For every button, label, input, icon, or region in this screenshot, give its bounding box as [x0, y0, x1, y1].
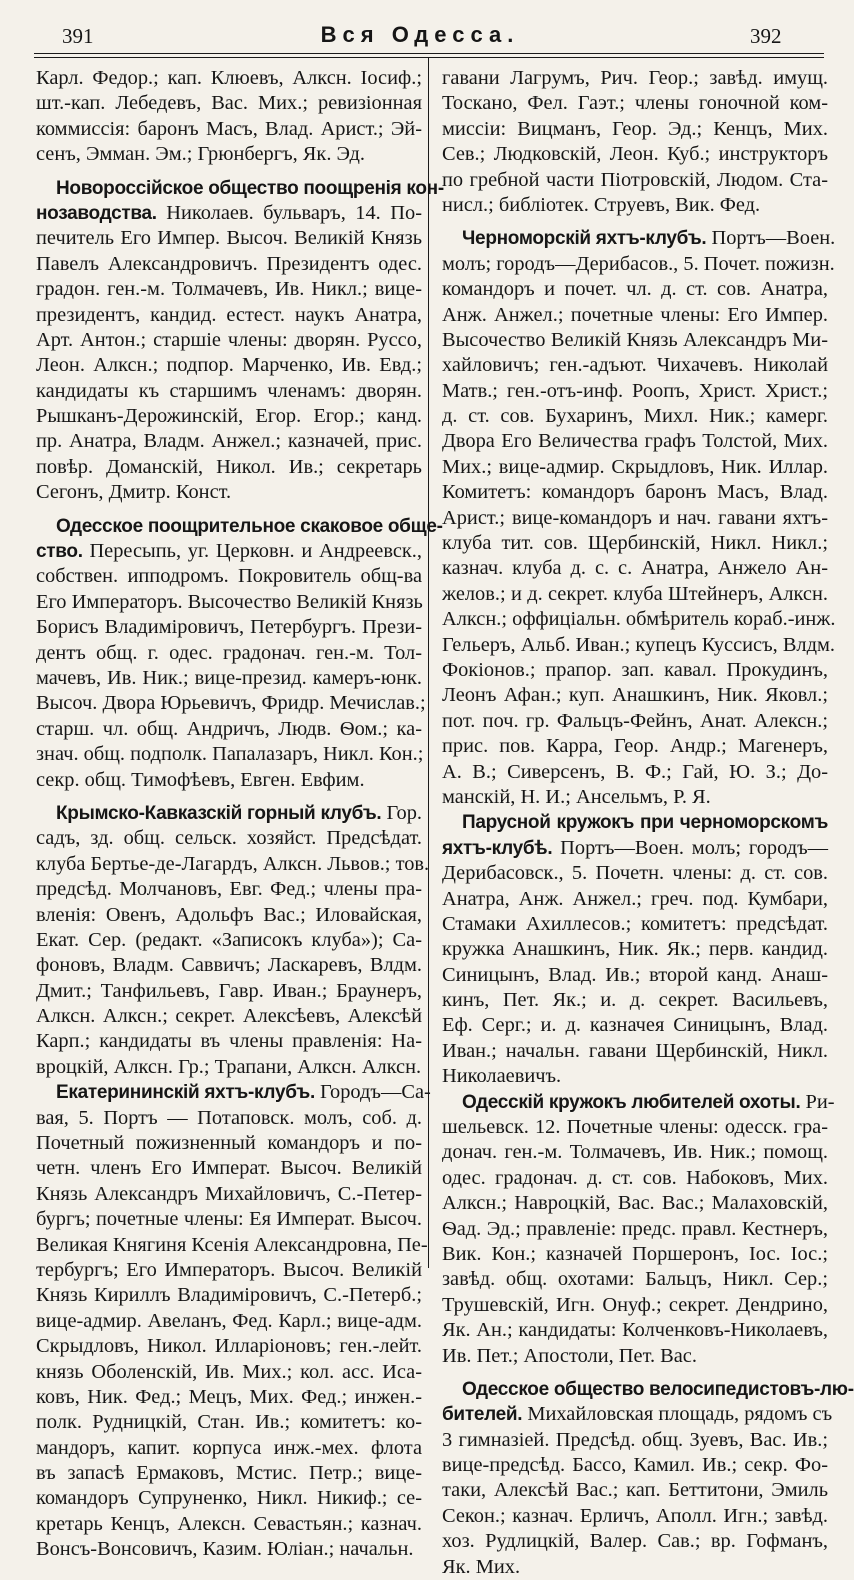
entry-text: Городъ—Са- [314, 1081, 431, 1104]
entry-text: прис. пов. Карра, Геор. Андр.; Магенеръ, [442, 735, 828, 758]
entry-text: казнач. клуба д. с. с. Анатра, Анжело Ан- [442, 557, 828, 580]
entry-text: Вик. Кон.; казначей Поршеронъ, Iос. Iос.; [442, 1242, 828, 1265]
text-line [36, 768, 422, 793]
text-line [442, 1318, 828, 1343]
entry-text: шельевск. 12. Почетные члены: одесск. гра- [442, 1116, 828, 1139]
text-line [442, 810, 828, 835]
text-line [36, 1283, 422, 1308]
text-line [36, 1029, 422, 1054]
entry-text: Тоскано, Фел. Гаэт.; члены гоночной ком- [442, 92, 828, 115]
entry-text: Ив. Пет.; Апостоли, Пет. Вас. [442, 1344, 697, 1367]
paragraph-gap [442, 1369, 828, 1377]
entry-text: печитель Его Импер. Высоч. Великiй Князь [36, 227, 422, 250]
entry-text: Борисъ Владимiровичъ, Петербургъ. Прези- [36, 616, 422, 639]
entry-text: Рышканъ-Дерожинскiй, Егор. Егор.; канд. [36, 405, 422, 428]
text-line [442, 1090, 835, 1115]
entry-text: Синицынъ, Влад. Ив.; второй канд. Анаш- [442, 963, 828, 986]
text-line [442, 303, 828, 328]
entry-text: Секон.; казнач. Ерличъ, Аполл. Игн.; завѣд. [442, 1504, 828, 1527]
text-line [36, 303, 422, 328]
entry-text: Высоч. Двора Юрьевичъ, Фридр. Мечислав.; [36, 692, 426, 715]
entry-text: ковъ, Ник. Фед.; Мецъ, Мих. Фед.; инжен.- [36, 1385, 422, 1408]
entry-text: въ запасѣ Ермаковъ, Мстис. Петр.; вице- [36, 1462, 422, 1485]
text-line [442, 531, 828, 556]
entry-text: сенъ, Эмман. Эм.; Грюнбергъ, Як. Эд. [36, 143, 365, 166]
running-title: Вся Одесса. [320, 22, 520, 47]
text-line [442, 1064, 828, 1089]
text-line [36, 1486, 422, 1511]
entry-text: Леонъ Афан.; куп. Анашкинъ, Ник. Яковл.; [442, 684, 828, 707]
entry-text: кружка Анашкинъ, Ник. Як.; перв. кандид. [442, 938, 828, 961]
entry-text: Иван.; начальн. гавани Щербинскiй, Никл. [442, 1039, 828, 1062]
paragraph-gap [36, 168, 422, 176]
entry-text: Матв.; ген.-отъ-инф. Роопъ, Христ. Христ.; [442, 379, 828, 402]
text-line [442, 734, 828, 759]
entry-text: пр. Анатра, Владм. Анжел.; казначей, прис. [36, 430, 422, 453]
header-rule-top [34, 53, 824, 54]
text-line [36, 1360, 422, 1385]
entry-text: гавани Лагрумъ, Рич. Геор.; завѣд. имущ. [442, 67, 828, 89]
entry-text: Як. Ан.; кандидаты: Колченковъ-Николаевъ, [442, 1319, 828, 1342]
entry-text: Портъ—Воен. [706, 227, 836, 250]
text-line [36, 1258, 422, 1283]
text-line [442, 658, 828, 683]
entry-text: Арт. Антон.; старшiе члены: дворян. Руссо, [36, 328, 422, 351]
entry-text: секр. общ. Тимофѣевъ, Евген. Евфим. [36, 768, 365, 791]
entry-text: нисл.; библiотек. Струевъ, Вик. Фед. [442, 193, 761, 216]
text-line [442, 760, 828, 785]
entry-text: Стамаки Ахиллесов.; комитетъ: предсѣдат. [442, 912, 828, 935]
text-line [36, 641, 422, 666]
entry-text: кандидаты къ старшимъ членамъ: дворян. [36, 379, 422, 402]
text-line [442, 1478, 828, 1503]
entry-text: вленiя: Овенъ, Адольфъ Вас.; Иловайская, [36, 903, 422, 926]
text-line [442, 429, 828, 454]
text-line [442, 1428, 828, 1453]
text-line [442, 1039, 828, 1064]
entry-text: президентъ, кандид. естест. наукъ Анатра, [36, 303, 422, 326]
text-line [36, 742, 422, 767]
entry-text: Алксн.; Навроцкiй, Вас. Вас.; Малаховскiй, [442, 1192, 828, 1215]
entry-text: Дмит.; Танфильевъ, Гавр. Иван.; Браунеръ, [36, 979, 422, 1002]
text-line [442, 277, 828, 302]
page-number-left: 391 [62, 24, 94, 48]
entry-text: градон. ген.-м. Толмачевъ, Ив. Никл.; вице- [36, 278, 422, 301]
entry-text: клуба тит. сов. Щербинскiй, Никл. Никл.; [442, 532, 828, 555]
text-line [442, 506, 828, 531]
text-line [442, 1013, 828, 1038]
text-line [442, 193, 828, 218]
text-line [36, 953, 422, 978]
text-line [36, 979, 422, 1004]
entry-heading: Одесскiй кружокъ любителей охоты. [462, 1091, 801, 1113]
entry-text: Пересыпь, уг. Церковн. и Андреевск., [82, 540, 422, 563]
text-line [36, 801, 422, 826]
entry-text: Великая Княгиня Ксенiя Александровна, Пе- [36, 1233, 428, 1256]
text-line [36, 66, 422, 91]
text-line [36, 404, 422, 429]
text-line [36, 1537, 422, 1562]
text-line [36, 142, 422, 167]
entry-text: вая, 5. Портъ — Потаповск. молъ, соб. д. [36, 1106, 422, 1129]
entry-text: Князь Кириллъ Владимiровичъ, С.-Петерб.; [36, 1284, 422, 1307]
entry-text: вице-предсѣд. Бассо, Камил. Ив.; секр. Фо- [442, 1454, 828, 1477]
text-line [36, 226, 422, 251]
text-line [442, 1504, 828, 1529]
page-number-right: 392 [750, 24, 782, 48]
text-line [36, 1436, 422, 1461]
entry-text: Князь Александръ Михайловичъ, С.-Петер- [36, 1182, 422, 1205]
entry-text: Арист.; вице-командоръ и нач. гавани яхтъ- [442, 506, 828, 529]
entry-heading: Новороссiйское общество поощренiя кон- [56, 177, 444, 199]
text-line [442, 1115, 828, 1140]
entry-text: Карп.; кандидаты въ члены правленiя: На- [36, 1030, 422, 1053]
entry-text: полк. Рудницкiй, Стан. Ив.; комитетъ: ко- [36, 1411, 422, 1434]
entry-text: Почетный пожизненный командоръ и по- [36, 1132, 422, 1155]
text-line [442, 1402, 833, 1427]
entry-text: Дерибасовск., 5. Почетн. члены: д. ст. сов. [442, 862, 828, 885]
text-line [442, 455, 828, 480]
text-line [442, 709, 828, 734]
entry-text: четн. членъ Его Императ. Высоч. Великiй [36, 1157, 422, 1180]
entry-text: Як. Мих. [442, 1555, 521, 1578]
entry-text: вице-адмир. Авеланъ, Фед. Карл.; вице-адм. [36, 1309, 422, 1332]
text-line [442, 404, 828, 429]
text-line [36, 691, 426, 716]
text-line [36, 1334, 422, 1359]
text-line [36, 1106, 422, 1131]
text-line [442, 582, 828, 607]
entry-text: командоръ Супруненко, Никл. Никиф.; се- [36, 1487, 422, 1510]
entry-text: по гребной части Пiотровскiй, Людом. Ста- [442, 168, 828, 191]
text-line [442, 861, 828, 886]
entry-text: мачевъ, Ив. Ник.; вице-презид. камеръ-юнк. [36, 666, 422, 689]
entry-text: Гельеръ, Альб. Иван.; купецъ Куссисъ, Влдм. [442, 633, 835, 656]
text-line [442, 1529, 828, 1554]
text-line [36, 903, 422, 928]
entry-text: Алксн.; оффицiальн. обмѣритель кораб.-инж. [442, 608, 836, 631]
entry-text: 3 гимназiей. Предсѣд. общ. Зуевъ, Вас. Ив.; [442, 1428, 828, 1451]
text-line [442, 607, 836, 632]
text-line [442, 963, 828, 988]
page-header [0, 0, 840, 52]
text-line [36, 666, 422, 691]
text-line [442, 117, 828, 142]
entry-text: хайловичъ; ген.-адъют. Чихачевъ. Николай [442, 354, 828, 377]
entry-heading: Крымско-Кавказскiй горный клубъ. [56, 802, 382, 824]
text-line [36, 201, 422, 226]
text-line [36, 277, 422, 302]
text-line [36, 480, 422, 505]
text-line [36, 353, 422, 378]
text-line [36, 1385, 422, 1410]
text-line [442, 912, 828, 937]
left-column [36, 66, 444, 1563]
text-line [442, 887, 828, 912]
entry-text: молъ; городъ—Дерибасов., 5. Почет. пожизн. [442, 252, 835, 275]
entry-heading: Парусной кружокъ при черноморскомъ [462, 812, 828, 834]
text-line [36, 91, 422, 116]
entry-heading: ство. [36, 541, 83, 563]
entry-text: кинъ, Пет. Як.; и. д. секрет. Васильевъ, [442, 989, 828, 1012]
entry-text: таки, Алексѣй Вас.; кап. Беттитони, Эмиль [442, 1479, 828, 1502]
text-line [442, 1217, 828, 1242]
entry-text: князь Оболенскiй, Ив. Мих.; кол. асс. Иса- [36, 1360, 422, 1383]
text-line [36, 429, 422, 454]
text-line [36, 176, 444, 201]
paragraph-gap [36, 506, 422, 514]
entry-text: Михайловская площадь, рядомъ съ [522, 1403, 833, 1426]
text-line [442, 988, 828, 1013]
text-line [442, 556, 828, 581]
entry-text: Леон. Алксн.; подпор. Марченко, Ив. Евд.; [36, 354, 422, 377]
text-line [36, 1182, 422, 1207]
text-line [442, 1453, 828, 1478]
entry-text: коммиссiя: баронъ Масъ, Влад. Арист.; Эй- [36, 117, 422, 140]
text-line [36, 1410, 422, 1435]
entry-text: повѣр. Доманскiй, Никол. Ив.; секретарь [36, 455, 422, 478]
entry-text: знач. общ. подполк. Папалазаръ, Никл. Кон.; [36, 743, 424, 766]
paragraph-gap [442, 218, 828, 226]
entry-text: Анатра, Анж. Анжел.; греч. под. Кумбари, [442, 887, 828, 910]
text-line [442, 252, 835, 277]
text-line [442, 1293, 828, 1318]
text-line [36, 564, 422, 589]
entry-text: Высочество Великiй Князь Александръ Ми- [442, 328, 828, 351]
entry-text: Алксн. Алксн.; секрет. Алексѣевъ, Алексѣй [36, 1005, 422, 1028]
header-rule-bottom [34, 57, 824, 58]
text-line [442, 836, 828, 861]
paragraph-gap [36, 793, 422, 801]
text-line [442, 937, 828, 962]
text-line [36, 1309, 422, 1334]
text-line [442, 379, 828, 404]
text-line [36, 928, 422, 953]
text-line [442, 1344, 828, 1369]
text-line [442, 142, 828, 167]
entry-text: командоръ и почет. чл. д. ст. сов. Анатра, [442, 278, 828, 301]
entry-text: садъ, зд. общ. сельск. хозяйст. Предсѣдат. [36, 827, 422, 850]
entry-text: Мих.; вице-адмир. Скрыдловъ, Ник. Иллар. [442, 455, 828, 478]
entry-text: Сегонъ, Дмитр. Конст. [36, 481, 232, 504]
text-line [36, 1131, 422, 1156]
entry-text: собствен. ипподромъ. Покровитель общ-ва [36, 565, 422, 588]
entry-heading: бителей. [442, 1404, 523, 1426]
entry-text: Трушевскiй, Игн. Онуф.; секрет. Дендрино, [442, 1293, 828, 1316]
text-line [36, 1055, 422, 1080]
text-line [36, 1512, 422, 1537]
text-line [442, 1377, 854, 1402]
text-line [442, 226, 836, 251]
entry-heading: яхтъ-клубѣ. [442, 837, 553, 859]
entry-heading: нозаводства. [36, 202, 157, 224]
entry-text: Карл. Федор.; кап. Клюевъ, Алксн. Iосиф.; [36, 67, 422, 89]
text-line [442, 480, 828, 505]
text-line [36, 826, 422, 851]
entry-text: бургъ; почетные члены: Ея Императ. Высоч. [36, 1208, 422, 1231]
text-line [442, 91, 828, 116]
text-line [442, 785, 828, 810]
entry-text: Двора Его Величества графъ Толстой, Мих. [442, 430, 828, 453]
text-line [36, 590, 422, 615]
entry-text: завѣд. общ. охотами: Бальцъ, Никл. Сер.; [442, 1268, 828, 1291]
text-line [442, 1242, 828, 1267]
entry-text: мандоръ, капит. корпуса инж.-мех. флота [36, 1436, 422, 1459]
text-line [36, 1080, 431, 1105]
text-line [442, 353, 828, 378]
entry-heading: Екатерининскiй яхтъ-клубъ. [56, 1082, 315, 1104]
entry-text: вроцкiй, Алксн. Гр.; Трапани, Алксн. Алксн. [36, 1055, 422, 1078]
text-line [36, 379, 422, 404]
entry-text: одес. градонач. д. ст. сов. Набоковъ, Мих. [442, 1166, 828, 1189]
text-line [442, 1191, 828, 1216]
entry-heading: Черноморскiй яхтъ-клубъ. [462, 228, 707, 250]
entry-text: Николаевичъ. [442, 1065, 562, 1088]
text-line [36, 1233, 428, 1258]
entry-text: донач. ген.-м. Толмачевъ, Ив. Ник.; помощ. [442, 1141, 828, 1164]
entry-text: клуба Бертье-де-Лагардъ, Алксн. Львов.; тов. [36, 852, 430, 875]
entry-text: старш. чл. общ. Андричъ, Людв. Ѳом.; ка- [36, 717, 422, 740]
entry-text: Вонсъ-Вонсовичъ, Казим. Юлiан.; начальн. [36, 1538, 414, 1561]
entry-text: дентъ общ. г. одес. градонач. ген.-м. Тол- [36, 641, 422, 664]
entry-text: Скрыдловъ, Никол. Илларiоновъ; ген.-лейт. [36, 1335, 422, 1358]
entry-text: Его Императоръ. Высочество Великiй Князь [36, 590, 423, 613]
entry-text: Ѳад. Эд.; правленiе: предс. правл. Кестнеръ, [442, 1217, 828, 1240]
text-line [36, 1461, 422, 1486]
entry-text: кретарь Кенцъ, Алексн. Севастьян.; казнач. [36, 1512, 422, 1535]
text-line [36, 852, 430, 877]
entry-text: шт.-кап. Лебедевъ, Вас. Мих.; ревизiонная [36, 92, 422, 115]
text-line [442, 1555, 828, 1580]
text-line [36, 1156, 422, 1181]
text-line [36, 1207, 422, 1232]
text-line [442, 1140, 828, 1165]
entry-text: хоз. Рудлицкiй, Валер. Сав.; вр. Гофманъ, [442, 1530, 828, 1553]
entry-text: манскiй, Н. И.; Ансельмъ, Р. Я. [442, 785, 711, 808]
entry-text: желов.; и д. секрет. клуба Штейнеръ, Алксн. [442, 582, 828, 605]
right-column [442, 66, 854, 1580]
entry-text: Анж. Анжел.; почетные члены: Его Импер. [442, 303, 828, 326]
entry-text: Ри- [800, 1090, 835, 1113]
entry-text: миссiи: Вицманъ, Геор. Эд.; Кенцъ, Мих. [442, 117, 828, 140]
entry-heading: Одесское поощрительное скаковое обще- [56, 515, 443, 537]
entry-text: д. ст. сов. Бухаринъ, Михл. Ник.; камерг. [442, 405, 828, 428]
text-line [442, 168, 828, 193]
text-line [442, 1267, 828, 1292]
text-line [36, 514, 443, 539]
entry-text: Павелъ Александровичъ. Президентъ одес. [36, 252, 422, 275]
entry-text: Екат. Сер. (редакт. «Записокъ клуба»); Са- [36, 928, 422, 951]
entry-text: тербургъ; Его Императоръ. Высоч. Великiй [36, 1258, 422, 1281]
entry-text: Портъ—Воен. молъ; городъ— [552, 836, 828, 859]
text-line [36, 539, 422, 564]
entry-text: Сев.; Людковскiй, Леон. Куб.; инструкторъ [442, 143, 828, 166]
text-line [36, 455, 422, 480]
entry-text: пот. поч. гр. Фальцъ-Фейнъ, Анат. Алексн.; [442, 709, 828, 732]
entry-text: А. В.; Сиверсенъ, В. Ф.; Гай, Ю. З.; До- [442, 760, 828, 783]
text-line [36, 117, 422, 142]
entry-text: Еф. Серг.; и. д. казначея Синицынъ, Влад. [442, 1014, 828, 1037]
entry-text: фоновъ, Владм. Саввичъ; Ласкаревъ, Влдм. [36, 954, 422, 977]
text-line [442, 66, 828, 91]
text-line [36, 877, 422, 902]
text-line [442, 683, 828, 708]
text-line [442, 633, 835, 658]
entry-heading: Одесское общество велосипедистовъ-лю- [462, 1378, 854, 1400]
entry-text: Фокiонов.; прапор. зап. кавал. Прокудинъ, [442, 658, 828, 681]
text-line [36, 328, 422, 353]
text-line [36, 615, 422, 640]
text-line [36, 1004, 422, 1029]
entry-text: Гор. [381, 801, 422, 824]
text-line [442, 328, 828, 353]
entry-text: предсѣд. Молчановъ, Евг. Фед.; члены пра- [36, 878, 422, 901]
text-line [442, 1166, 828, 1191]
entry-text: Комитетъ: командоръ баронъ Масъ, Влад. [442, 481, 828, 504]
entry-text: Николаев. бульваръ, 14. По- [156, 201, 422, 224]
text-line [36, 717, 422, 742]
text-line [36, 252, 422, 277]
